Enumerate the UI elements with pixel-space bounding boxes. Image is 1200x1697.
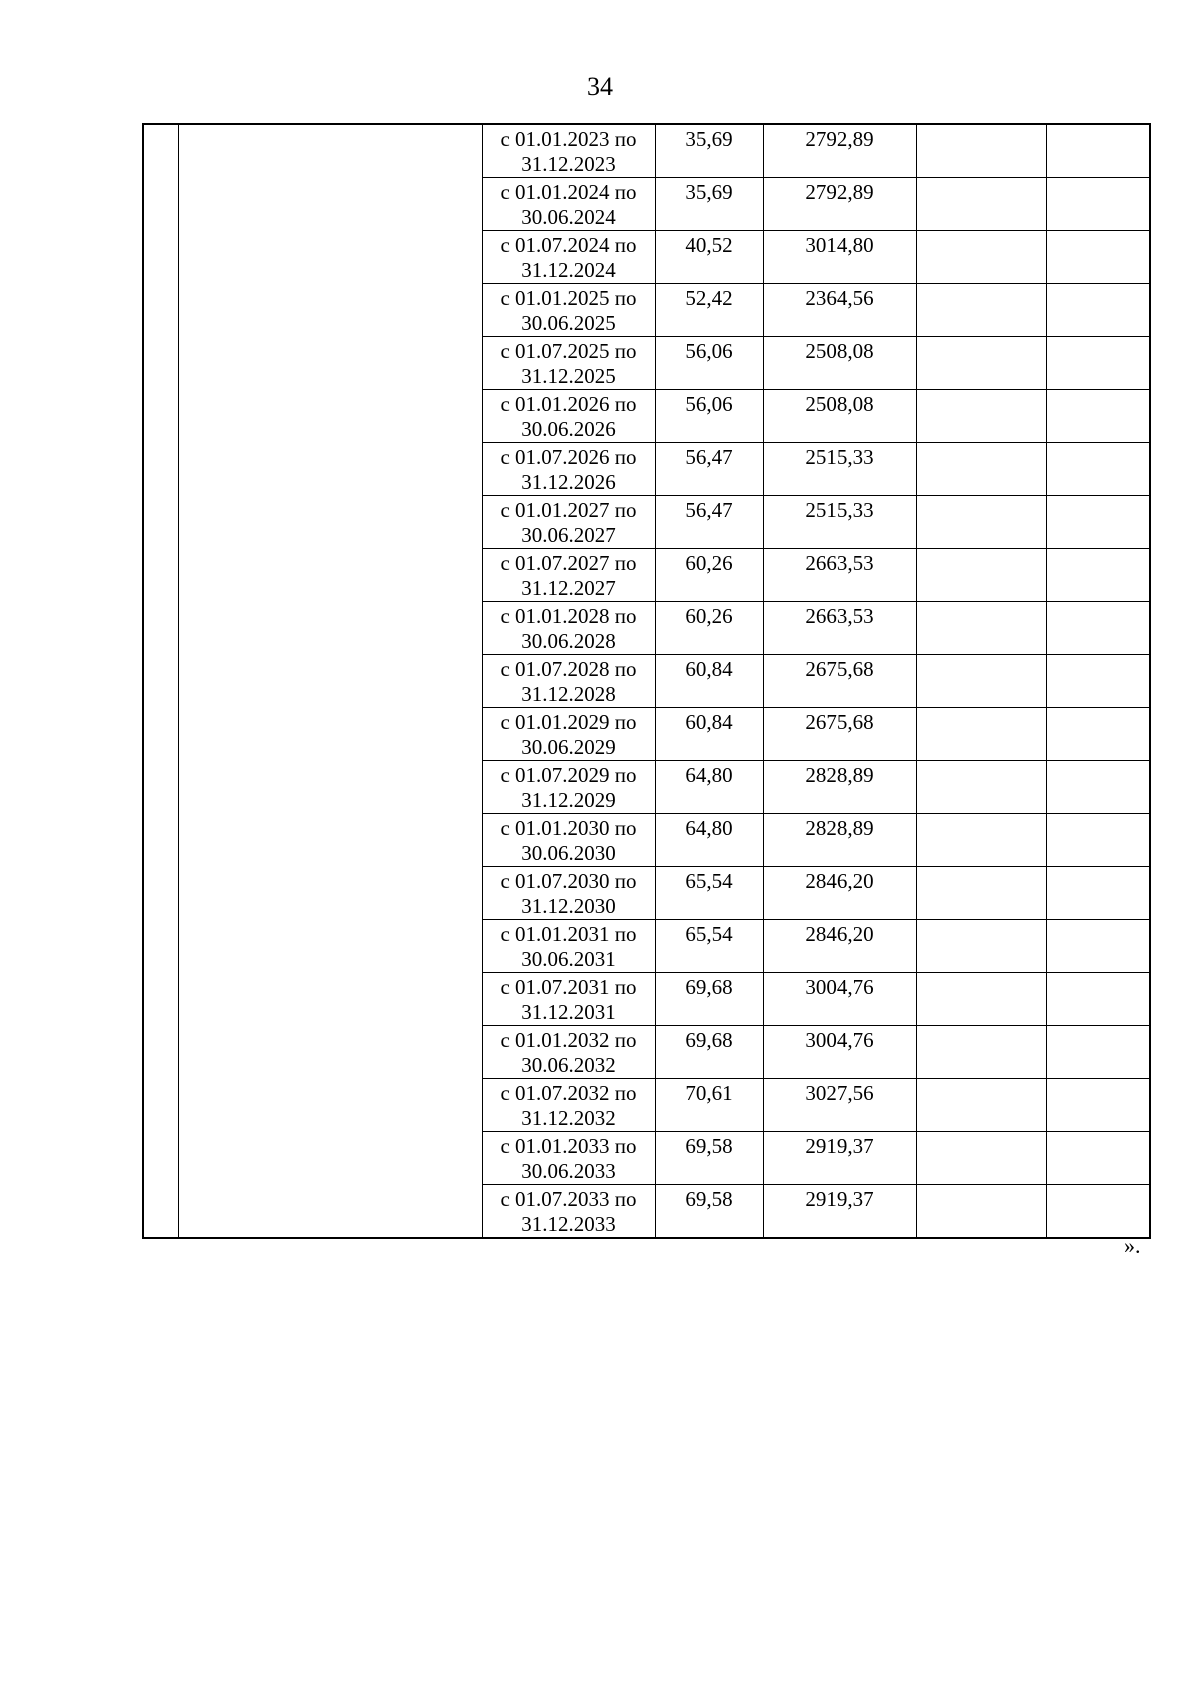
value-b-cell: 2828,89 — [763, 761, 916, 814]
value-b-cell: 2828,89 — [763, 814, 916, 867]
empty-cell — [916, 655, 1046, 708]
value-a-cell: 35,69 — [655, 124, 763, 178]
empty-cell — [916, 602, 1046, 655]
value-b-cell: 2515,33 — [763, 496, 916, 549]
empty-cell — [1046, 761, 1150, 814]
empty-cell — [1046, 124, 1150, 178]
value-b-cell: 2919,37 — [763, 1185, 916, 1239]
empty-cell — [916, 973, 1046, 1026]
empty-cell — [1046, 1026, 1150, 1079]
value-a-cell: 60,26 — [655, 602, 763, 655]
period-cell: с 01.01.2026 по 30.06.2026 — [482, 390, 655, 443]
value-b-cell: 2364,56 — [763, 284, 916, 337]
empty-cell — [1046, 1185, 1150, 1239]
value-b-cell: 2663,53 — [763, 549, 916, 602]
value-a-cell: 64,80 — [655, 761, 763, 814]
period-cell: с 01.07.2024 по 31.12.2024 — [482, 231, 655, 284]
value-a-cell: 56,47 — [655, 496, 763, 549]
table-body — [143, 124, 1150, 1238]
value-b-cell: 2508,08 — [763, 390, 916, 443]
value-b-cell: 2792,89 — [763, 124, 916, 178]
value-b-cell: 2792,89 — [763, 178, 916, 231]
value-b-cell: 3014,80 — [763, 231, 916, 284]
tariff-table — [142, 123, 1151, 1239]
value-a-cell: 56,06 — [655, 337, 763, 390]
empty-cell — [1046, 337, 1150, 390]
period-cell: с 01.07.2031 по 31.12.2031 — [482, 973, 655, 1026]
value-b-cell: 2846,20 — [763, 920, 916, 973]
empty-cell — [916, 1132, 1046, 1185]
value-a-cell: 69,68 — [655, 1026, 763, 1079]
period-cell: с 01.01.2024 по 30.06.2024 — [482, 178, 655, 231]
empty-cell — [916, 1185, 1046, 1239]
name-cell — [178, 124, 482, 1238]
period-cell: с 01.01.2028 по 30.06.2028 — [482, 602, 655, 655]
value-b-cell: 2846,20 — [763, 867, 916, 920]
value-a-cell: 60,84 — [655, 655, 763, 708]
row-number-cell — [143, 124, 178, 1238]
value-a-cell: 40,52 — [655, 231, 763, 284]
empty-cell — [916, 231, 1046, 284]
empty-cell — [1046, 1132, 1150, 1185]
period-cell: с 01.07.2029 по 31.12.2029 — [482, 761, 655, 814]
period-cell: с 01.01.2032 по 30.06.2032 — [482, 1026, 655, 1079]
empty-cell — [1046, 1079, 1150, 1132]
value-a-cell: 60,26 — [655, 549, 763, 602]
empty-cell — [1046, 708, 1150, 761]
empty-cell — [916, 708, 1046, 761]
value-b-cell: 2515,33 — [763, 443, 916, 496]
period-cell: с 01.01.2031 по 30.06.2031 — [482, 920, 655, 973]
period-cell: с 01.01.2033 по 30.06.2033 — [482, 1132, 655, 1185]
empty-cell — [1046, 602, 1150, 655]
empty-cell — [916, 920, 1046, 973]
empty-cell — [1046, 867, 1150, 920]
value-b-cell: 3004,76 — [763, 1026, 916, 1079]
empty-cell — [1046, 549, 1150, 602]
empty-cell — [916, 814, 1046, 867]
value-a-cell: 60,84 — [655, 708, 763, 761]
value-b-cell: 3027,56 — [763, 1079, 916, 1132]
period-cell: с 01.01.2030 по 30.06.2030 — [482, 814, 655, 867]
page-number: 34 — [587, 72, 613, 101]
empty-cell — [916, 390, 1046, 443]
value-a-cell: 69,68 — [655, 973, 763, 1026]
value-b-cell: 2508,08 — [763, 337, 916, 390]
empty-cell — [1046, 390, 1150, 443]
table-row — [143, 124, 1150, 178]
value-a-cell: 56,47 — [655, 443, 763, 496]
period-cell: с 01.07.2033 по 31.12.2033 — [482, 1185, 655, 1239]
value-a-cell: 52,42 — [655, 284, 763, 337]
empty-cell — [1046, 973, 1150, 1026]
empty-cell — [916, 443, 1046, 496]
empty-cell — [1046, 231, 1150, 284]
empty-cell — [916, 761, 1046, 814]
value-a-cell: 56,06 — [655, 390, 763, 443]
value-a-cell: 35,69 — [655, 178, 763, 231]
period-cell: с 01.07.2025 по 31.12.2025 — [482, 337, 655, 390]
period-cell: с 01.01.2027 по 30.06.2027 — [482, 496, 655, 549]
value-a-cell: 69,58 — [655, 1132, 763, 1185]
empty-cell — [1046, 920, 1150, 973]
value-b-cell: 2919,37 — [763, 1132, 916, 1185]
period-cell: с 01.07.2028 по 31.12.2028 — [482, 655, 655, 708]
closing-quote-mark: ». — [1124, 1233, 1141, 1258]
empty-cell — [916, 178, 1046, 231]
empty-cell — [916, 337, 1046, 390]
empty-cell — [916, 124, 1046, 178]
value-b-cell: 2675,68 — [763, 708, 916, 761]
value-a-cell: 69,58 — [655, 1185, 763, 1239]
period-cell: с 01.01.2023 по 31.12.2023 — [482, 124, 655, 178]
period-cell: с 01.07.2032 по 31.12.2032 — [482, 1079, 655, 1132]
empty-cell — [1046, 284, 1150, 337]
period-cell: с 01.01.2025 по 30.06.2025 — [482, 284, 655, 337]
empty-cell — [916, 1079, 1046, 1132]
value-a-cell: 65,54 — [655, 920, 763, 973]
value-b-cell: 2663,53 — [763, 602, 916, 655]
period-cell: с 01.07.2027 по 31.12.2027 — [482, 549, 655, 602]
empty-cell — [916, 1026, 1046, 1079]
empty-cell — [1046, 496, 1150, 549]
value-b-cell: 3004,76 — [763, 973, 916, 1026]
empty-cell — [1046, 814, 1150, 867]
empty-cell — [1046, 655, 1150, 708]
value-a-cell: 64,80 — [655, 814, 763, 867]
empty-cell — [916, 284, 1046, 337]
empty-cell — [916, 549, 1046, 602]
empty-cell — [916, 496, 1046, 549]
value-b-cell: 2675,68 — [763, 655, 916, 708]
value-a-cell: 65,54 — [655, 867, 763, 920]
period-cell: с 01.07.2026 по 31.12.2026 — [482, 443, 655, 496]
period-cell: с 01.01.2029 по 30.06.2029 — [482, 708, 655, 761]
empty-cell — [1046, 443, 1150, 496]
empty-cell — [1046, 178, 1150, 231]
period-cell: с 01.07.2030 по 31.12.2030 — [482, 867, 655, 920]
empty-cell — [916, 867, 1046, 920]
value-a-cell: 70,61 — [655, 1079, 763, 1132]
